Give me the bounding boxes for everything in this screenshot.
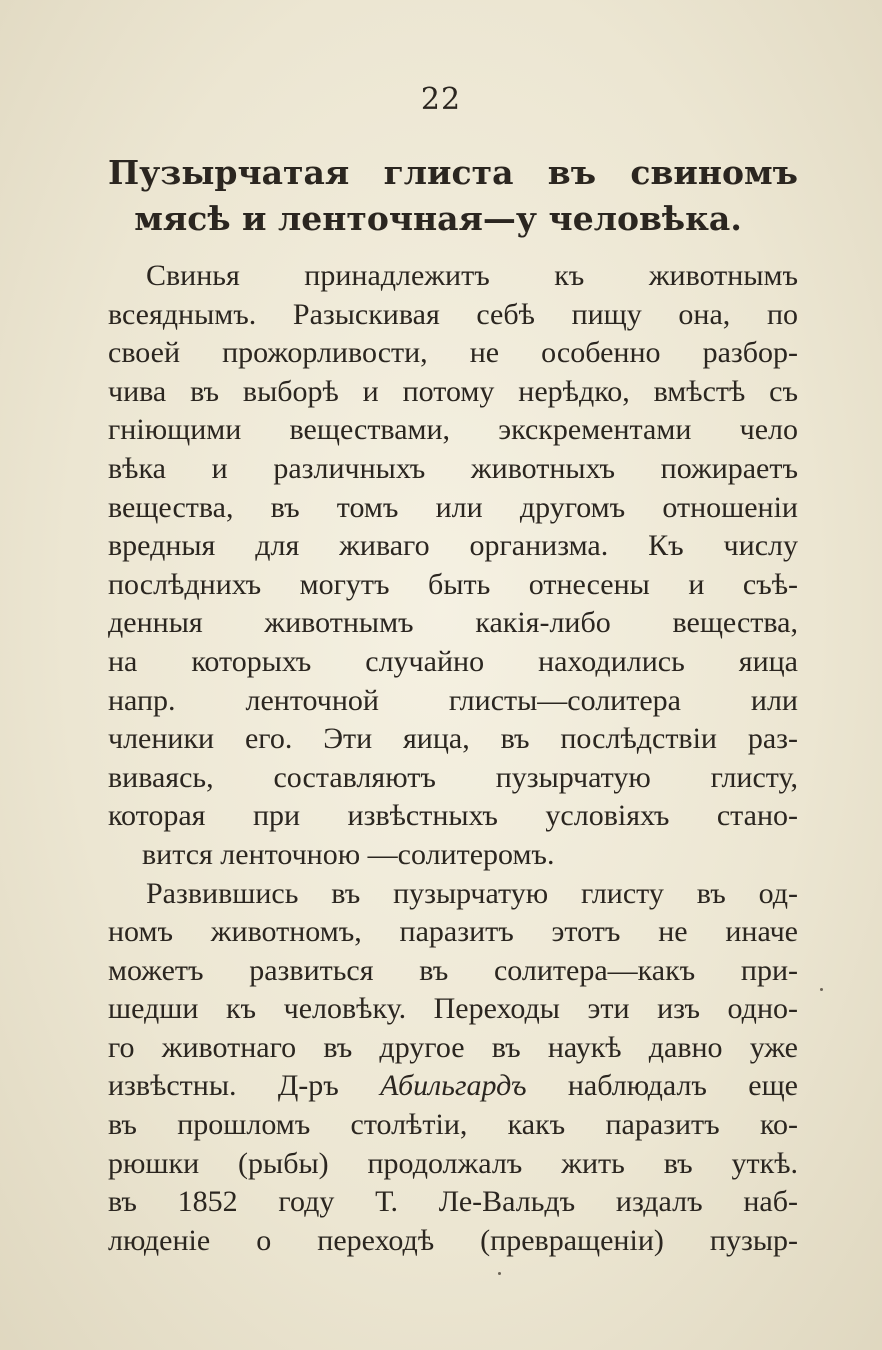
chapter-title bbox=[108, 150, 798, 242]
text-line: рюшки (рыбы) продолжалъ жить въ уткѣ. bbox=[108, 1146, 798, 1180]
text-line: которая при извѣстныхъ условіяхъ стано- bbox=[108, 799, 798, 833]
text-line: гніющими веществами, экскрементами чело bbox=[108, 413, 798, 447]
text-line: виваясь, составляютъ пузырчатую глисту, bbox=[108, 760, 798, 794]
text-fragment: наблюдалъ еще bbox=[526, 1069, 798, 1103]
text-line: въ прошломъ столѣтіи, какъ паразитъ ко- bbox=[108, 1108, 798, 1142]
text-line: на которыхъ случайно находились яица bbox=[108, 644, 798, 678]
page-number: 22 bbox=[420, 82, 462, 117]
text-line: вредныя для живаго организма. Къ числу bbox=[108, 529, 798, 563]
text-line-with-name bbox=[108, 1067, 798, 1106]
text-line: вещества, въ томъ или другомъ отношеніи bbox=[108, 490, 798, 524]
text-line: го животнаго въ другое въ наукѣ давно уже bbox=[108, 1030, 798, 1064]
text-line: своей прожорливости, не особенно разбор- bbox=[108, 336, 798, 370]
text-line: напр. ленточной глисты—солитера или bbox=[108, 683, 798, 717]
text-line: членики его. Эти яица, въ послѣдствіи раз- bbox=[108, 722, 798, 756]
text-line: вѣка и различныхъ животныхъ пожираетъ bbox=[108, 451, 798, 485]
chapter-title-line-1: Пузырчатая глиста въ свиномъ bbox=[108, 153, 798, 192]
text-fragment: извѣстны. Д-ръ bbox=[108, 1069, 381, 1103]
text-line: Свинья принадлежитъ къ животнымъ bbox=[146, 259, 798, 292]
text-line: послѣднихъ могутъ быть отнесены и съѣ- bbox=[108, 567, 798, 601]
paper-speck bbox=[820, 988, 823, 991]
text-line: вится ленточною —солитеромъ. bbox=[142, 837, 555, 871]
text-line: всеяднымъ. Разыскивая себѣ пищу она, по bbox=[108, 297, 798, 331]
text-line: чива въ выборѣ и потому нерѣдко, вмѣстѣ съ bbox=[108, 374, 798, 408]
chapter-title-line-2: мясѣ и ленточная—у человѣка. bbox=[134, 199, 742, 238]
text-line: номъ животномъ, паразитъ этотъ не иначе bbox=[108, 915, 798, 949]
text-line: въ 1852 году Т. Ле-Вальдъ издалъ наб- bbox=[108, 1185, 798, 1219]
text-line: денныя животнымъ какія-либо вещества, bbox=[108, 606, 798, 640]
text-line: шедши къ человѣку. Переходы эти изъ одно- bbox=[108, 992, 798, 1026]
body-text bbox=[108, 257, 798, 1260]
italic-name: Абильгардъ bbox=[380, 1069, 527, 1103]
text-line: можетъ развиться въ солитера—какъ при- bbox=[108, 953, 798, 987]
text-line: люденіе о переходѣ (превращеніи) пузыр- bbox=[108, 1223, 798, 1257]
paper-speck bbox=[498, 1272, 501, 1275]
text-line: Развившись въ пузырчатую глисту въ од- bbox=[146, 876, 798, 910]
